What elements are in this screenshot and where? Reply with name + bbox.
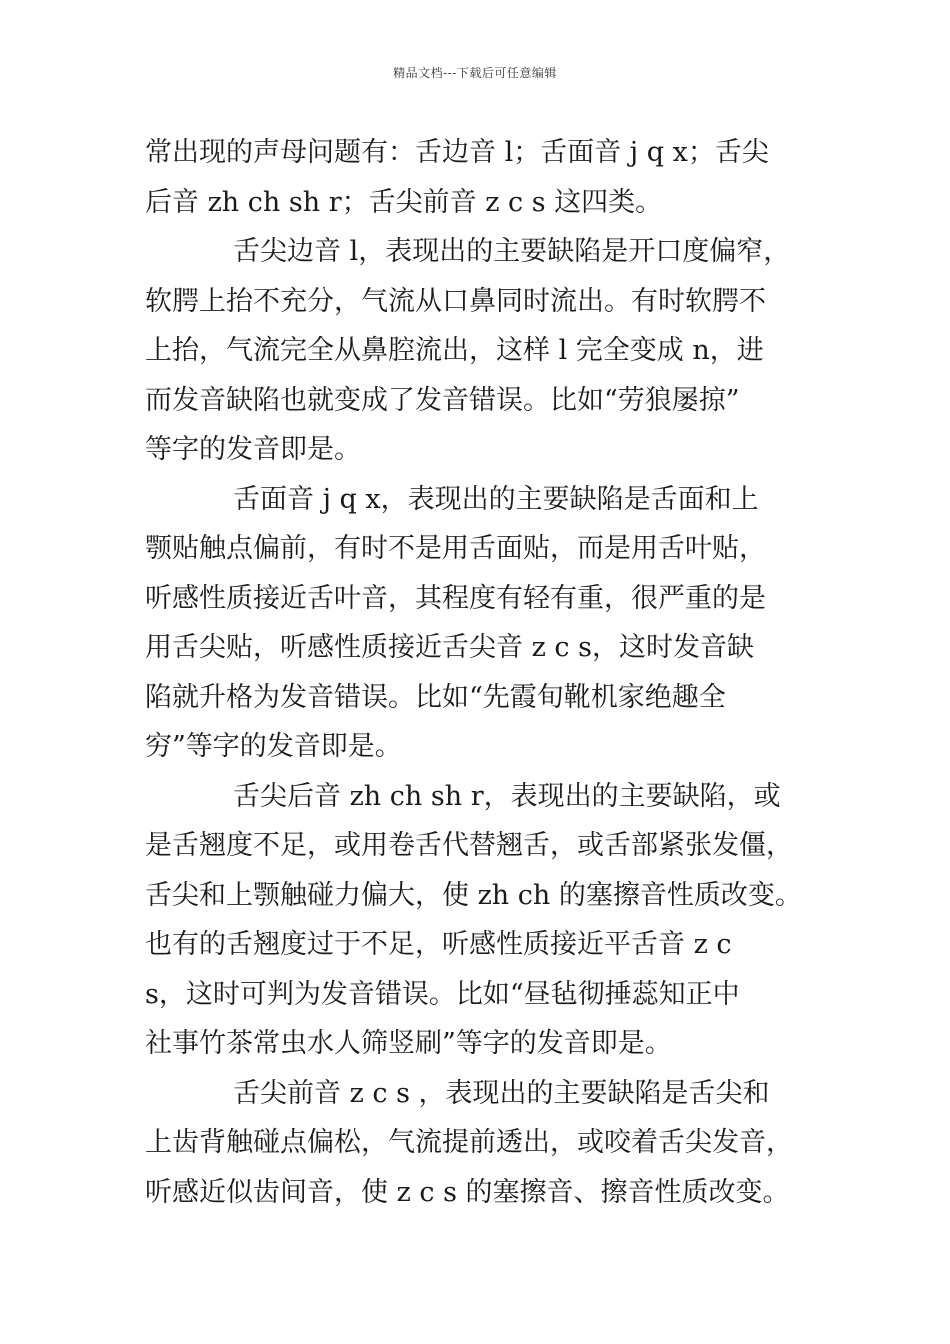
- text-line: 而发音缺陷也就变成了发音错误。比如“劳狼屡掠”: [145, 384, 740, 416]
- text-line: 颚贴触点偏前，有时不是用舌面贴，而是用舌叶贴，: [145, 533, 766, 564]
- page-header: 精品文档---下载后可任意编辑: [393, 66, 557, 80]
- text-line: 也有的舌翘度过于不足，听感性质接近平舌音 z c: [145, 929, 732, 960]
- paragraph-dental-zcs: [145, 1069, 825, 1218]
- text-line: 是舌翘度不足，或用卷舌代替翘舌，或舌部紧张发僵，: [145, 830, 793, 861]
- text-line: 听感性质接近舌叶音，其程度有轻有重，很严重的是: [145, 582, 766, 614]
- text-line: 常出现的声母问题有：舌边音 l；舌面音 j q x；舌尖: [145, 137, 769, 168]
- text-line: 穷”等字的发音即是。: [145, 731, 402, 762]
- paragraph-intro: [145, 128, 825, 227]
- text-line: 陷就升格为发音错误。比如“先霞旬靴机家绝趣全: [145, 681, 726, 713]
- paragraph-lateral-l: [145, 227, 825, 475]
- text-line: s，这时可判为发音错误。比如“昼毡彻捶蕊知正中: [145, 978, 740, 1010]
- text-line: 听感近似齿间音，使 z c s 的塞擦音、擦音性质改变。: [145, 1176, 790, 1208]
- document-body: [145, 128, 825, 1217]
- paragraph-retroflex-zhchshr: [145, 772, 825, 1069]
- paragraph-palatal-jqx: [145, 475, 825, 772]
- text-line: 上齿背触碰点偏松，气流提前透出，或咬着舌尖发音，: [145, 1127, 793, 1158]
- text-line: 舌尖和上颚触碰力偏大，使 zh ch 的塞擦音性质改变。: [145, 879, 802, 911]
- text-line: 舌面音 j q x，表现出的主要缺陷是舌面和上: [233, 483, 759, 515]
- text-line: 上抬，气流完全从鼻腔流出，这样 l 完全变成 n，进: [145, 335, 764, 366]
- text-line: 用舌尖贴，听感性质接近舌尖音 z c s，这时发音缺: [145, 632, 754, 663]
- text-line: 社事竹茶常虫水人筛竖刷”等字的发音即是。: [145, 1028, 672, 1059]
- text-line: 舌尖边音 l，表现出的主要缺陷是开口度偏窄，: [233, 236, 791, 267]
- text-line: 舌尖后音 zh ch sh r，表现出的主要缺陷，或: [233, 780, 781, 812]
- text-line: 软腭上抬不充分，气流从口鼻同时流出。有时软腭不: [145, 285, 766, 317]
- text-line: 舌尖前音 z c s ，表现出的主要缺陷是舌尖和: [233, 1077, 770, 1109]
- text-line: 后音 zh ch sh r；舌尖前音 z c s 这四类。: [145, 186, 663, 218]
- text-line: 等字的发音即是。: [145, 434, 361, 465]
